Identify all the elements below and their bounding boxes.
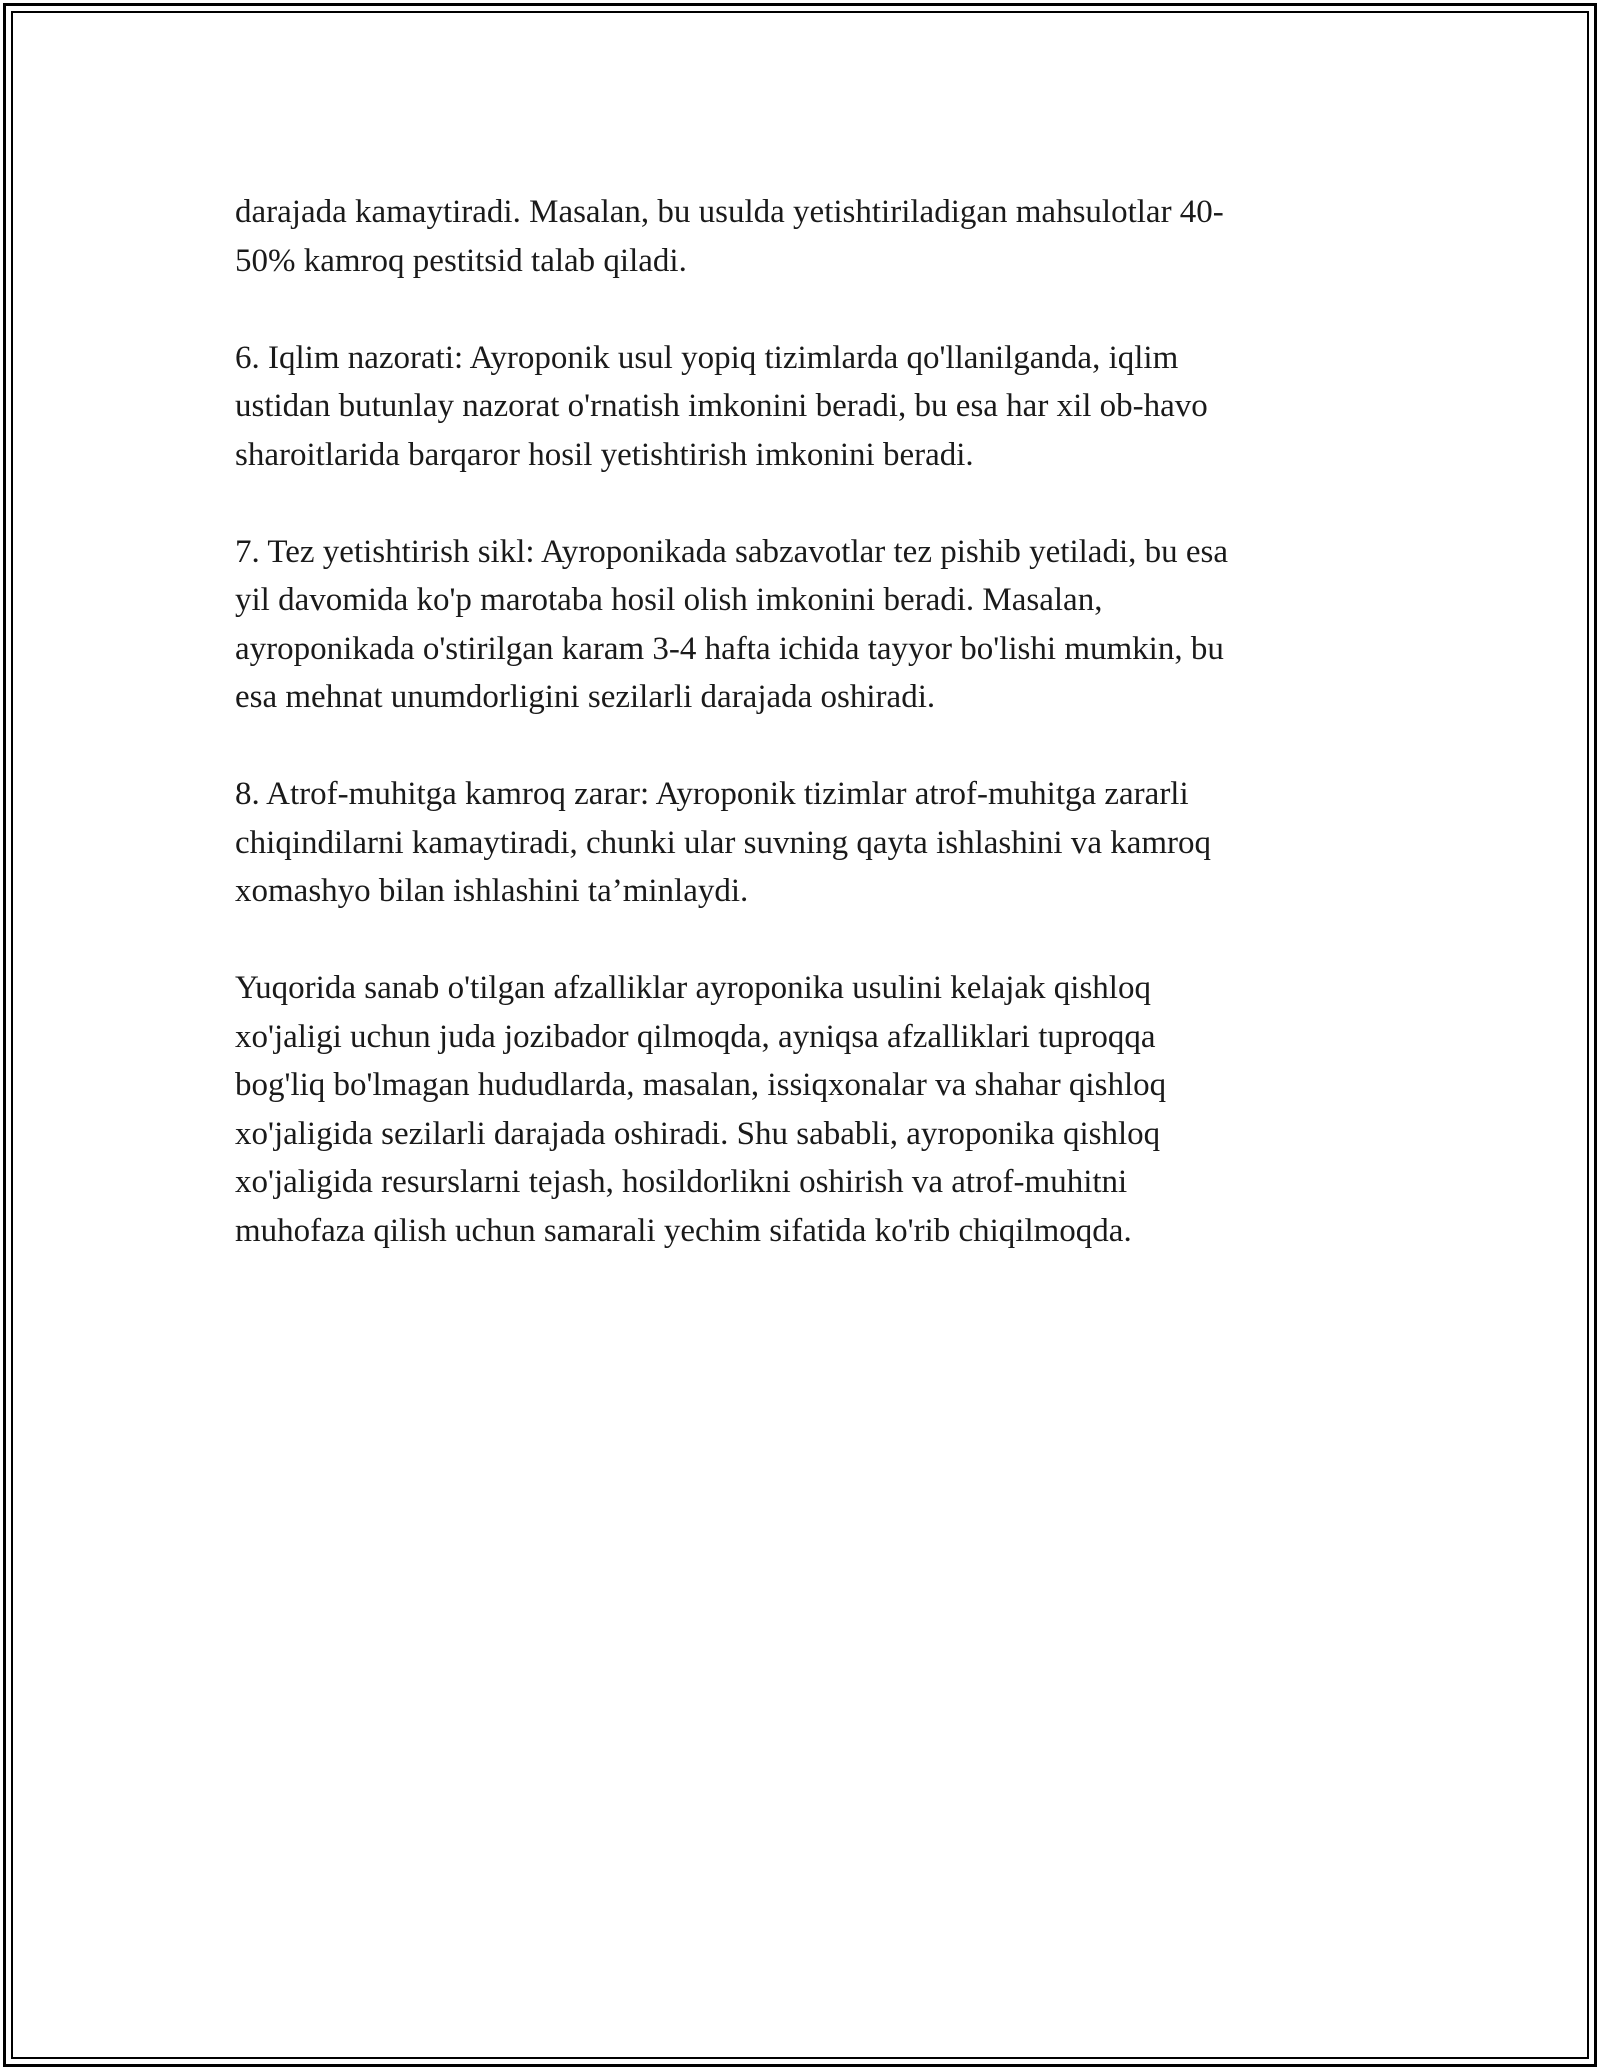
- text-line: 8. Atrof-muhitga kamroq zarar: Ayroponik tizimlar atrof-muhitga zararli: [235, 776, 1189, 812]
- paragraph-less-harm: [235, 770, 1370, 916]
- text-line: bog'liq bo'lmagan hududlarda, masalan, issiqxonalar va shahar qishloq: [235, 1067, 1167, 1103]
- document-body: [235, 188, 1370, 1304]
- text-line: Yuqorida sanab o'tilgan afzalliklar ayroponika usulini kelajak qishloq: [235, 970, 1151, 1006]
- text-line: 6. Iqlim nazorati: Ayroponik usul yopiq tizimlarda qo'llanilganda, iqlim: [235, 339, 1179, 376]
- text-line: muhofaza qilish uchun samarali yechim sifatida ko'rib chiqilmoqda.: [235, 1212, 1132, 1249]
- text-line: xo'jaligida sezilarli darajada oshiradi. Shu sababli, ayroponika qishloq: [235, 1115, 1161, 1152]
- text-line: xo'jaligi uchun juda jozibador qilmoqda, ayniqsa afzalliklari tuproqqa: [235, 1018, 1156, 1055]
- text-line: yil davomida ko'p marotaba hosil olish imkonini beradi. Masalan,: [235, 582, 1103, 618]
- text-line: 50% kamroq pestitsid talab qiladi.: [235, 242, 687, 279]
- paragraph-continuation: [235, 188, 1370, 285]
- paragraph-fast-cycle: [235, 528, 1370, 722]
- text-line: darajada kamaytiradi. Masalan, bu usulda yetishtiriladigan mahsulotlar 40-: [235, 194, 1224, 230]
- paragraph-conclusion: [235, 964, 1370, 1255]
- text-line: sharoitlarida barqaror hosil yetishtirish imkonini beradi.: [235, 436, 974, 473]
- text-line: ayroponikada o'stirilgan karam 3-4 hafta ichida tayyor bo'lishi mumkin, bu: [235, 630, 1224, 667]
- text-line: 7. Tez yetishtirish sikl: Ayroponikada sabzavotlar tez pishib yetiladi, bu esa: [235, 533, 1228, 570]
- text-line: chiqindilarni kamaytiradi, chunki ular suvning qayta ishlashini va kamroq: [235, 824, 1212, 861]
- text-line: ustidan butunlay nazorat o'rnatish imkonini beradi, bu esa har xil ob-havo: [235, 388, 1208, 424]
- text-line: xomashyo bilan ishlashini ta’minlaydi.: [235, 873, 749, 909]
- paragraph-climate-control: [235, 334, 1370, 480]
- text-line: esa mehnat unumdorligini sezilarli darajada oshiradi.: [235, 679, 936, 715]
- text-line: xo'jaligida resurslarni tejash, hosildorlikni oshirish va atrof-muhitni: [235, 1164, 1128, 1200]
